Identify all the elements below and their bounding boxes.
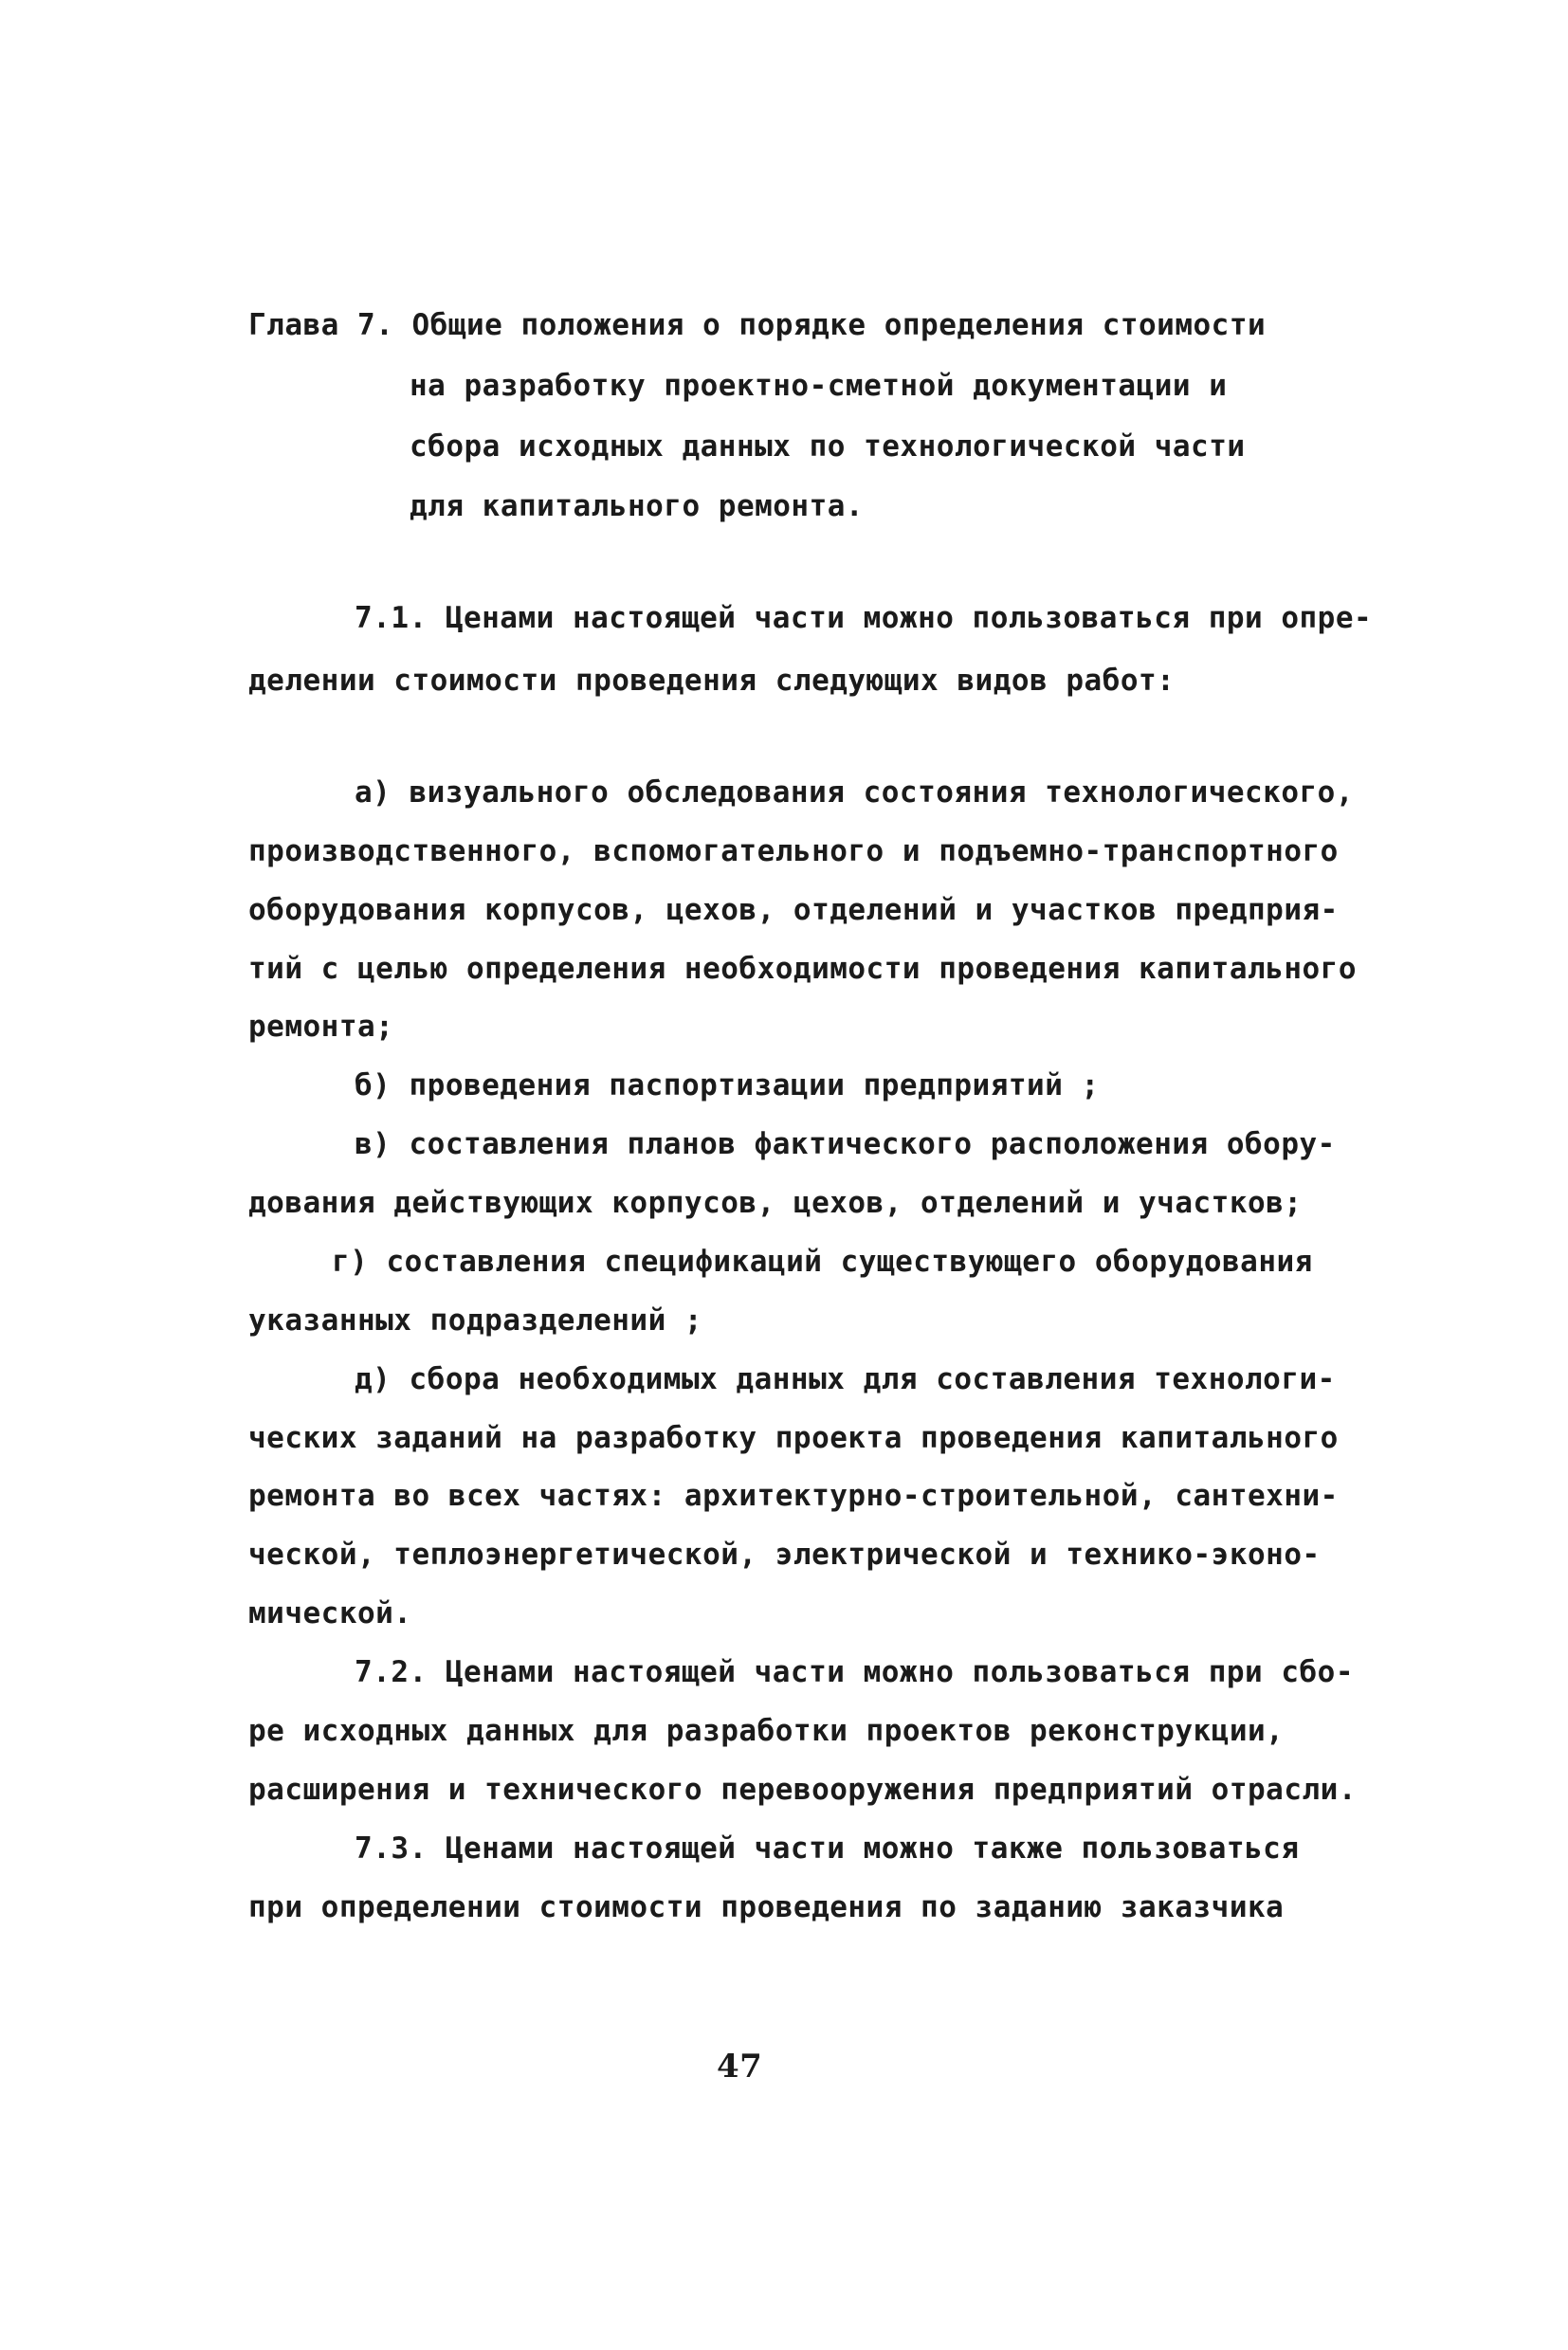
list-item-g-line-1: г) составления спецификаций существующего оборудования	[332, 1245, 1313, 1279]
list-item-a-line-5: ремонта;	[248, 1010, 394, 1044]
list-item-d-line-5: мической.	[248, 1596, 412, 1630]
list-item-a-line-3: оборудования корпусов, цехов, отделений и участков предприя-	[248, 893, 1339, 927]
paragraph-7-3-line-1: 7.3. Ценами настоящей части можно также пользоваться	[355, 1831, 1300, 1866]
paragraph-7-2-line-2: ре исходных данных для разработки проектов реконструкции,	[248, 1714, 1285, 1748]
paragraph-7-2-line-3: расширения и технического перевооружения предприятий отрасли.	[248, 1773, 1357, 1807]
chapter-heading-line-3: сбора исходных данных по технологической части	[410, 429, 1246, 464]
page-number: 47	[717, 2048, 763, 2086]
list-item-g-line-2: указанных подразделений ;	[248, 1303, 703, 1338]
list-item-v-line-1: в) составления планов фактического расположения обору-	[355, 1127, 1336, 1161]
list-item-a-line-2: производственного, вспомогательного и подъемно-транспортного	[248, 834, 1339, 868]
list-item-b-line-1: б) проведения паспортизации предприятий ;	[355, 1068, 1100, 1102]
paragraph-7-2-line-1: 7.2. Ценами настоящей части можно пользоваться при сбо-	[355, 1655, 1354, 1689]
list-item-v-line-2: дования действующих корпусов, цехов, отделений и участков;	[248, 1186, 1303, 1220]
list-item-d-line-4: ческой, теплоэнергетической, электрической и технико-эконо-	[248, 1538, 1321, 1572]
paragraph-7-1-line-1: 7.1. Ценами настоящей части можно пользоваться при опре-	[355, 601, 1373, 635]
paragraph-7-1-line-2: делении стоимости проведения следующих видов работ:	[248, 664, 1176, 698]
paragraph-7-3-line-2: при определении стоимости проведения по заданию заказчика	[248, 1890, 1285, 1924]
list-item-d-line-1: д) сбора необходимых данных для составления технологи-	[355, 1362, 1336, 1396]
list-item-d-line-3: ремонта во всех частях: архитектурно-строительной, сантехни-	[248, 1479, 1339, 1513]
list-item-a-line-4: тий с целью определения необходимости проведения капитального	[248, 952, 1357, 986]
list-item-a-line-1: а) визуального обследования состояния технологического,	[355, 775, 1354, 810]
chapter-heading-line-1: Глава 7. Общие положения о порядке определения стоимости	[248, 308, 1267, 342]
chapter-heading-line-4: для капитального ремонта.	[410, 489, 865, 523]
chapter-heading-line-2: на разработку проектно-сметной документации и	[410, 369, 1228, 403]
list-item-d-line-2: ческих заданий на разработку проекта проведения капитального	[248, 1421, 1339, 1455]
